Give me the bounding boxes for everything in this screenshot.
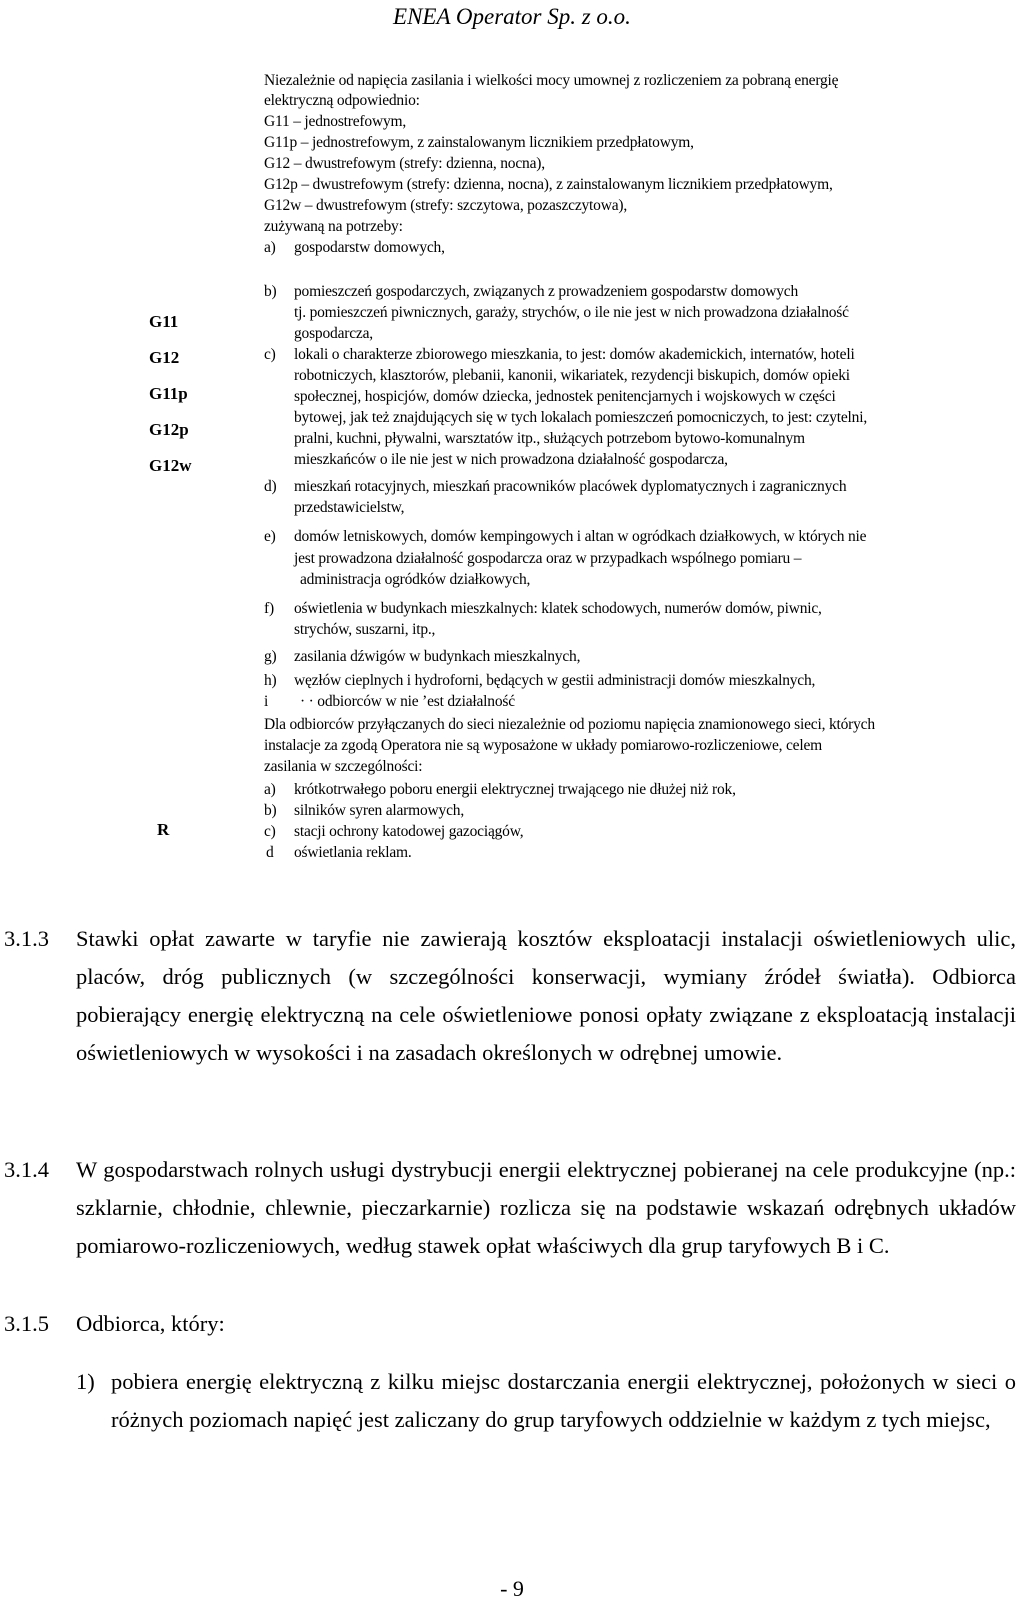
g-item-marker: d): [264, 478, 277, 495]
r-item-marker: b): [264, 802, 277, 819]
tariff-intro-line: G11 – jednostrefowym,: [264, 113, 407, 130]
r-item-marker: d: [266, 844, 274, 861]
tariff-intro-line: Niezależnie od napięcia zasilania i wielkości mocy umownej z rozliczeniem za pobraną energię: [264, 72, 839, 89]
g-item-line: administracja ogródków działkowych,: [300, 571, 531, 588]
sub-item-marker: 1): [76, 1369, 95, 1394]
g-item-line: jest prowadzona działalność gospodarcza oraz w przypadkach wspólnego pomiaru –: [294, 550, 802, 567]
r-item-marker: c): [264, 823, 276, 840]
g-item-line: oświetlenia w budynkach mieszkalnych: klatek schodowych, numerów domów, piwnic,: [294, 600, 822, 617]
tariff-intro-line: G12w – dwustrefowym (strefy: szczytowa, pozaszczytowa),: [264, 197, 628, 214]
r-item-text: silników syren alarmowych,: [294, 802, 465, 819]
g-item-marker: f): [264, 600, 274, 617]
g-item-line: społecznej, hospicjów, domów dziecka, jednostek penitencjarnych i wojskowych w części: [294, 388, 836, 405]
tariff-label-g12p: G12p: [149, 420, 189, 439]
r-intro-line: Dla odbiorców przyłączanych do sieci niezależnie od poziomu napięcia znamionowego sieci, których: [264, 716, 875, 733]
g-item-line: gospodarstw domowych,: [294, 239, 445, 256]
tariff-label-g11: G11: [149, 312, 179, 331]
g-item-line: robotniczych, klasztorów, plebanii, kanonii, wikariatek, rezydencji biskupich, domów opieki: [294, 367, 850, 384]
sub-item-text: pobiera energię elektryczną z kilku miejsc dostarczania energii elektrycznej, położonych w sieci o różnych poziomach napięć jest zaliczany do grup taryfowych oddzielnie w każdym z tych miejsc,: [111, 1369, 1016, 1432]
tariff-intro-line: G12p – dwustrefowym (strefy: dzienna, nocna), z zainstalowanym licznikiem przedpłatowym,: [264, 176, 833, 193]
g-item-marker: e): [264, 528, 276, 545]
g-item-marker: h): [264, 672, 277, 689]
page-number: - 9: [500, 1576, 524, 1601]
r-intro-line: instalacje za zgodą Operatora nie są wyposażone w układy pomiarowo-rozliczeniowe, celem: [264, 737, 823, 754]
g-item-line: · · odbiorców w nie ʼest działalność: [300, 693, 515, 710]
g-item-line: tj. pomieszczeń piwnicznych, garaży, strychów, o ile nie jest w nich prowadzona działalność: [294, 304, 849, 321]
section-text: Stawki opłat zawarte w taryfie nie zawierają kosztów eksploatacji instalacji oświetleniowych ulic, placów, dróg publicznych (w szczególności konserwacji, wymiany źródeł światła). Odbiorca pobierający energię elektryczną na cele oświetleniowe ponosi opłaty związane z eksploatacją instalacji oświetleniowych w wysokości i na zasadach określonych w odrębnej umowie.: [76, 926, 1016, 1065]
tariff-intro-line: G11p – jednostrefowym, z zainstalowanym licznikiem przedpłatowym,: [264, 134, 694, 151]
tariff-label-g12: G12: [149, 348, 180, 367]
section-number: 3.1.3: [4, 926, 49, 951]
r-intro-line: zasilania w szczególności:: [264, 758, 423, 775]
tariff-label-g11p: G11p: [149, 384, 188, 403]
tariff-label-g12w: G12w: [149, 456, 192, 475]
r-item-text: oświetlania reklam.: [294, 844, 412, 861]
tariff-intro-line: zużywaną na potrzeby:: [264, 218, 403, 235]
g-item-line: lokali o charakterze zbiorowego mieszkania, to jest: domów akademickich, internatów, hoteli: [294, 346, 855, 363]
tariff-intro-line: G12 – dwustrefowym (strefy: dzienna, nocna),: [264, 155, 545, 172]
g-item-marker: a): [264, 239, 276, 256]
g-item-marker: g): [264, 648, 277, 665]
g-item-line: pralni, kuchni, pływalni, warsztatów itp., służących potrzebom bytowo-komunalnym: [294, 430, 805, 447]
g-item-marker: b): [264, 283, 277, 300]
r-item-marker: a): [264, 781, 276, 798]
tariff-label-r: R: [157, 820, 170, 839]
r-item-text: stacji ochrony katodowej gazociągów,: [294, 823, 524, 840]
g-item-marker: i: [264, 693, 269, 710]
g-item-line: zasilania dźwigów w budynkach mieszkalnych,: [294, 648, 581, 665]
g-item-line: domów letniskowych, domów kempingowych i altan w ogródkach działkowych, w których nie: [294, 528, 867, 545]
g-item-line: bytowej, jak też znajdujących się w tych lokalach pomieszczeń pomocniczych, to jest: czytelni,: [294, 409, 867, 426]
section-text: W gospodarstwach rolnych usługi dystrybucji energii elektrycznej pobieranej na cele produkcyjne (np.: szklarnie, chłodnie, chlewnie, pieczarkarnie) rozlicza się na podstawie wskazań odrębnych układów pomiarowo-rozliczeniowych, według stawek opłat właściwych dla grup taryfowych B i C.: [76, 1157, 1016, 1258]
r-item-text: krótkotrwałego poboru energii elektrycznej trwającego nie dłużej niż rok,: [294, 781, 736, 798]
g-item-line: strychów, suszarni, itp.,: [294, 621, 436, 638]
section-number: 3.1.5: [4, 1311, 49, 1336]
g-item-line: mieszkańców o ile nie jest w nich prowadzona działalność gospodarcza,: [294, 451, 728, 468]
g-item-line: gospodarcza,: [294, 325, 373, 342]
g-item-line: mieszkań rotacyjnych, mieszkań pracowników placówek dyplomatycznych i zagranicznych: [294, 478, 847, 495]
tariff-intro-line: elektryczną odpowiednio:: [264, 92, 420, 109]
g-item-marker: c): [264, 346, 276, 363]
g-item-line: węzłów cieplnych i hydroforni, będących w gestii administracji domów mieszkalnych,: [294, 672, 816, 689]
g-item-line: przedstawicielstw,: [294, 499, 405, 516]
g-item-line: pomieszczeń gospodarczych, związanych z prowadzeniem gospodarstw domowych: [294, 283, 799, 300]
page-header: ENEA Operator Sp. z o.o.: [393, 4, 631, 29]
section-number: 3.1.4: [4, 1157, 49, 1182]
section-text: Odbiorca, który:: [76, 1311, 225, 1336]
